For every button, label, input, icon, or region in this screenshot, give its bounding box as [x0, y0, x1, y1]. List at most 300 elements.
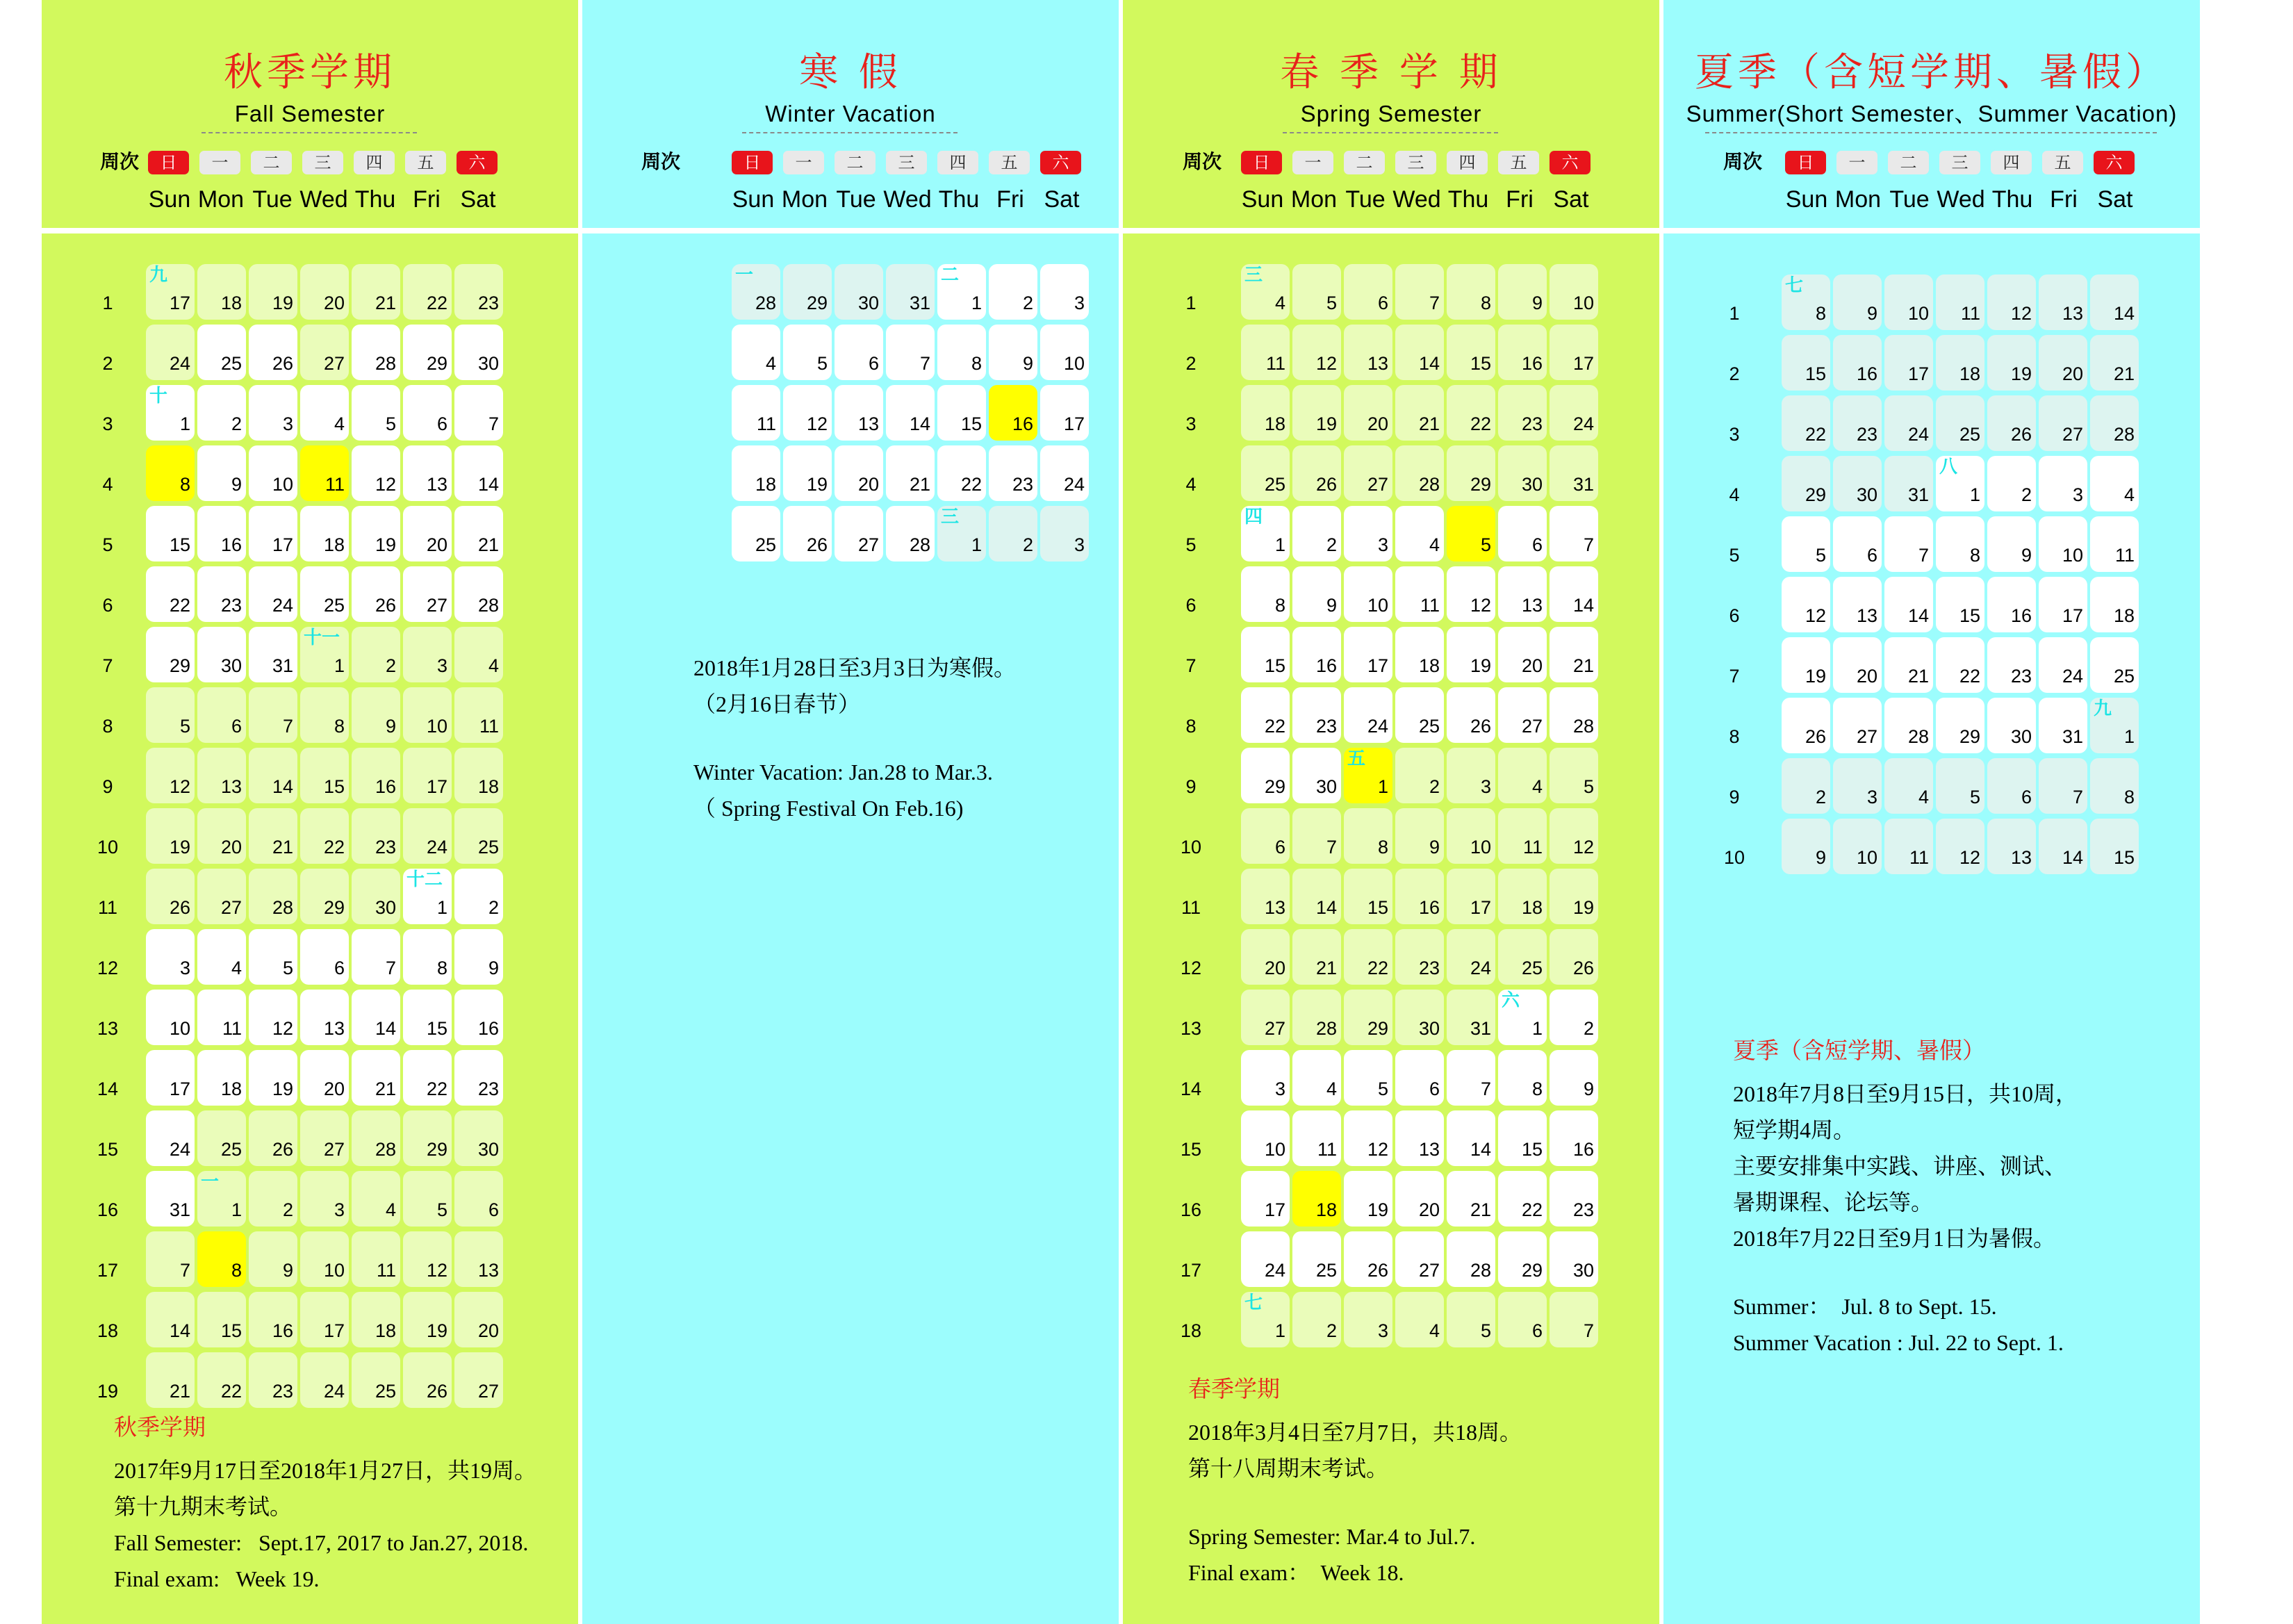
day-number: 29 [806, 293, 828, 313]
day-number: 7 [919, 353, 930, 374]
day-number: 20 [1264, 958, 1285, 978]
day-cell [1782, 637, 1830, 693]
day-number: 5 [436, 1199, 447, 1220]
day-number: 8 [2123, 787, 2135, 807]
day-cell [300, 1231, 349, 1287]
day-number: 15 [1805, 363, 1826, 384]
day-cell [1344, 687, 1392, 743]
day-cell [2090, 577, 2139, 632]
day-cell [454, 1110, 503, 1166]
day-number: 21 [1470, 1199, 1491, 1220]
day-cell [937, 445, 986, 501]
day-cell [1447, 929, 1495, 985]
day-number: 1 [231, 1199, 242, 1220]
day-number: 22 [960, 474, 982, 495]
day-number: 28 [755, 293, 776, 313]
day-number: 12 [375, 474, 396, 495]
day-cell [1498, 808, 1547, 864]
day-cell [1498, 627, 1547, 682]
day-cell [1884, 395, 1933, 451]
day-cell [403, 627, 452, 682]
week-number: 4 [1729, 484, 1740, 505]
day-cell [1344, 1110, 1392, 1166]
week-number: 4 [1185, 474, 1197, 495]
day-number: 8 [179, 474, 190, 495]
day-number: 15 [1470, 353, 1491, 374]
day-cell [1040, 264, 1089, 320]
day-cell [352, 506, 400, 561]
month-marker: 二 [941, 265, 960, 286]
day-number: 17 [1572, 353, 1594, 374]
day-cell [1344, 445, 1392, 501]
day-cell [835, 325, 883, 380]
day-cell [352, 687, 400, 743]
weekday-name: Mon [781, 186, 828, 213]
weekday-badge: 二 [251, 151, 292, 174]
day-cell [1550, 929, 1598, 985]
day-number: 5 [1377, 1078, 1388, 1099]
day-cell [1782, 456, 1830, 511]
day-cell [1987, 698, 2036, 753]
week-number: 17 [1180, 1260, 1202, 1281]
day-cell [403, 1171, 452, 1227]
summer-notes [1733, 1034, 2078, 1361]
day-cell [1292, 1292, 1341, 1347]
day-number: 28 [1315, 1018, 1337, 1039]
day-number: 25 [755, 534, 776, 555]
day-cell [1498, 748, 1547, 803]
day-cell [146, 445, 195, 501]
day-cell [1550, 1292, 1598, 1347]
day-number: 23 [1572, 1199, 1594, 1220]
week-number: 2 [1729, 363, 1740, 384]
day-cell [835, 445, 883, 501]
day-number: 27 [477, 1381, 499, 1402]
day-cell [1292, 627, 1341, 682]
day-cell [1344, 929, 1392, 985]
day-number: 4 [334, 413, 345, 434]
day-number: 2 [282, 1199, 293, 1220]
day-cell [454, 627, 503, 682]
month-marker: 三 [1244, 265, 1263, 286]
day-number: 9 [1022, 353, 1033, 374]
week-number: 16 [97, 1199, 119, 1220]
notes-title: 秋季学期 [114, 1413, 206, 1441]
day-number: 28 [909, 534, 930, 555]
day-cell [146, 1050, 195, 1106]
day-cell [1550, 264, 1598, 320]
day-number: 19 [1470, 655, 1491, 676]
day-number: 5 [1583, 776, 1594, 797]
day-number: 3 [1866, 787, 1877, 807]
day-number: 1 [971, 293, 982, 313]
day-cell [300, 748, 349, 803]
day-cell [146, 1171, 195, 1227]
weekday-name: Sat [460, 186, 496, 213]
weekday-badge: 一 [1836, 151, 1877, 174]
day-cell [2039, 637, 2087, 693]
weekday-name: Wed [1392, 186, 1441, 213]
day-cell [249, 1231, 297, 1287]
day-cell [1447, 1110, 1495, 1166]
day-cell [454, 264, 503, 320]
day-cell [1292, 506, 1341, 561]
day-cell [732, 506, 780, 561]
day-cell [1241, 1231, 1290, 1287]
day-number: 16 [220, 534, 242, 555]
day-number: 13 [477, 1260, 499, 1281]
day-cell [989, 264, 1037, 320]
day-number: 7 [1480, 1078, 1491, 1099]
day-cell [989, 506, 1037, 561]
day-number: 28 [1470, 1260, 1491, 1281]
day-number: 29 [1264, 776, 1285, 797]
day-cell [197, 869, 246, 924]
day-number: 1 [436, 897, 447, 918]
day-number: 22 [323, 837, 345, 858]
day-number: 29 [1367, 1018, 1388, 1039]
day-number: 3 [2072, 484, 2083, 505]
day-cell [1550, 1110, 1598, 1166]
day-cell [1241, 445, 1290, 501]
day-number: 23 [1856, 424, 1877, 445]
notes-lines [1733, 1076, 2078, 1361]
day-cell [1040, 506, 1089, 561]
day-number: 19 [1315, 413, 1337, 434]
day-cell [197, 808, 246, 864]
week-number: 5 [102, 534, 113, 555]
weekday-badge: 六 [457, 151, 498, 174]
day-cell [1884, 698, 1933, 753]
day-number: 21 [477, 534, 499, 555]
day-number: 6 [334, 958, 345, 978]
day-number: 17 [1470, 897, 1491, 918]
weekday-badge: 一 [783, 151, 824, 174]
panel-title-en: Fall Semester [234, 101, 386, 126]
day-number: 11 [1960, 303, 1980, 324]
day-cell [146, 990, 195, 1045]
day-number: 14 [2062, 847, 2083, 868]
day-number: 14 [1572, 595, 1594, 616]
day-cell [1936, 516, 1984, 572]
day-number: 11 [1265, 353, 1285, 374]
day-number: 26 [1470, 716, 1491, 737]
day-number: 8 [1531, 1078, 1543, 1099]
day-number: 26 [272, 1139, 293, 1160]
day-number: 7 [1326, 837, 1337, 858]
day-cell [249, 1292, 297, 1347]
week-number: 2 [102, 353, 113, 374]
day-number: 30 [375, 897, 396, 918]
day-number: 21 [1315, 958, 1337, 978]
day-number: 26 [2010, 424, 2032, 445]
day-cell [403, 1352, 452, 1408]
notes-title: 夏季（含短学期、暑假） [1733, 1037, 1985, 1064]
day-cell [352, 264, 400, 320]
day-number: 5 [1480, 1320, 1491, 1341]
day-number: 14 [477, 474, 499, 495]
day-number: 7 [1583, 1320, 1594, 1341]
day-cell [1292, 1171, 1341, 1227]
day-number: 12 [426, 1260, 447, 1281]
week-number: 2 [1185, 353, 1197, 374]
day-cell [1498, 445, 1547, 501]
day-number: 3 [1074, 293, 1085, 313]
day-number: 30 [1856, 484, 1877, 505]
month-marker: 七 [1244, 1293, 1263, 1313]
week-number: 13 [1180, 1018, 1202, 1039]
day-cell [1040, 385, 1089, 441]
day-number: 24 [2062, 666, 2083, 687]
day-number: 9 [282, 1260, 293, 1281]
day-cell [1987, 274, 2036, 330]
week-number: 8 [1729, 726, 1740, 747]
weekday-badge: 一 [1292, 151, 1333, 174]
day-number: 24 [272, 595, 293, 616]
day-cell [197, 325, 246, 380]
month-marker: 九 [149, 265, 168, 286]
day-cell [403, 929, 452, 985]
day-number: 18 [1264, 413, 1285, 434]
day-number: 21 [1572, 655, 1594, 676]
day-cell [1241, 325, 1290, 380]
day-cell [1292, 687, 1341, 743]
day-number: 27 [857, 534, 879, 555]
day-number: 27 [1418, 1260, 1440, 1281]
day-cell [1498, 385, 1547, 441]
notes-lines [1188, 1414, 1522, 1591]
day-number: 14 [169, 1320, 190, 1341]
day-cell [1833, 698, 1882, 753]
day-number: 18 [1418, 655, 1440, 676]
weekday-badge: 六 [1550, 151, 1591, 174]
day-cell [1550, 627, 1598, 682]
day-number: 10 [1470, 837, 1491, 858]
day-cell [1040, 325, 1089, 380]
day-number: 11 [324, 474, 345, 495]
day-number: 28 [1907, 726, 1929, 747]
week-grid [42, 0, 578, 1624]
day-cell [352, 1110, 400, 1166]
day-number: 3 [179, 958, 190, 978]
weekday-badge: 五 [2042, 151, 2083, 174]
day-cell [197, 1231, 246, 1287]
day-number: 30 [477, 353, 499, 374]
day-cell [1395, 566, 1444, 622]
day-cell [352, 748, 400, 803]
day-number: 2 [385, 655, 396, 676]
day-number: 17 [272, 534, 293, 555]
day-cell [454, 808, 503, 864]
day-cell [1782, 698, 1830, 753]
day-number: 4 [385, 1199, 396, 1220]
day-number: 15 [960, 413, 982, 434]
day-cell [2039, 395, 2087, 451]
day-cell [1447, 748, 1495, 803]
weekday-badge: 一 [199, 151, 240, 174]
day-number: 25 [1959, 424, 1980, 445]
day-number: 20 [323, 293, 345, 313]
day-cell [886, 264, 935, 320]
weekday-badge: 三 [886, 151, 927, 174]
week-number: 1 [1185, 293, 1197, 313]
day-number: 9 [1326, 595, 1337, 616]
day-number: 14 [1418, 353, 1440, 374]
day-cell [989, 385, 1037, 441]
day-cell [1498, 325, 1547, 380]
weekday-badge: 日 [1785, 151, 1826, 174]
day-cell [2090, 395, 2139, 451]
weekday-name: Wed [883, 186, 932, 213]
week-number: 1 [102, 293, 113, 313]
day-number: 6 [1866, 545, 1877, 566]
day-cell [403, 1110, 452, 1166]
day-cell [146, 929, 195, 985]
day-cell [1447, 506, 1495, 561]
day-cell [300, 1171, 349, 1227]
day-cell [1447, 1050, 1495, 1106]
day-cell [2090, 456, 2139, 511]
day-cell [146, 506, 195, 561]
day-number: 8 [1480, 293, 1491, 313]
day-number: 21 [1907, 666, 1929, 687]
week-number: 10 [97, 837, 119, 858]
day-number: 2 [1429, 776, 1440, 797]
day-cell [1447, 990, 1495, 1045]
day-cell [783, 385, 832, 441]
day-cell [249, 929, 297, 985]
day-cell [1550, 687, 1598, 743]
day-number: 4 [1326, 1078, 1337, 1099]
day-number: 12 [272, 1018, 293, 1039]
day-number: 30 [1521, 474, 1543, 495]
day-number: 3 [1274, 1078, 1285, 1099]
day-number: 5 [385, 413, 396, 434]
day-cell [1241, 627, 1290, 682]
day-number: 26 [1805, 726, 1826, 747]
day-cell [1550, 325, 1598, 380]
week-number: 6 [1185, 595, 1197, 616]
month-marker: 一 [201, 1172, 220, 1192]
weekday-badge: 六 [1040, 151, 1081, 174]
day-cell [2090, 819, 2139, 874]
day-number: 8 [1815, 303, 1826, 324]
day-number: 19 [272, 1078, 293, 1099]
week-number: 10 [1723, 847, 1745, 868]
weekday-badge: 日 [1241, 151, 1282, 174]
day-cell [1292, 1231, 1341, 1287]
day-cell [1884, 577, 1933, 632]
day-number: 31 [1470, 1018, 1491, 1039]
day-number: 19 [1805, 666, 1826, 687]
day-cell [352, 445, 400, 501]
day-cell [300, 1292, 349, 1347]
day-cell [1395, 1292, 1444, 1347]
day-cell [1241, 808, 1290, 864]
day-number: 29 [323, 897, 345, 918]
weekday-name: Tue [1889, 186, 1930, 213]
day-number: 29 [1805, 484, 1826, 505]
day-cell [1987, 577, 2036, 632]
day-cell [300, 566, 349, 622]
weekday-name: Thu [1447, 186, 1489, 213]
day-cell [300, 687, 349, 743]
day-number: 13 [426, 474, 447, 495]
day-number: 23 [477, 1078, 499, 1099]
day-cell [1550, 869, 1598, 924]
day-cell [454, 1292, 503, 1347]
week-number: 5 [1729, 545, 1740, 566]
day-number: 18 [1315, 1199, 1337, 1220]
day-number: 13 [1264, 897, 1285, 918]
day-cell [1292, 869, 1341, 924]
day-cell [454, 1231, 503, 1287]
day-number: 29 [169, 655, 190, 676]
day-cell [249, 385, 297, 441]
day-number: 6 [868, 353, 879, 374]
day-cell [1395, 1050, 1444, 1106]
day-number: 1 [334, 655, 345, 676]
weekday-badge: 六 [2094, 151, 2135, 174]
day-number: 2 [1326, 1320, 1337, 1341]
day-cell [146, 748, 195, 803]
weekday-badge: 三 [302, 151, 343, 174]
day-number: 24 [1572, 413, 1594, 434]
day-cell [300, 445, 349, 501]
day-cell [352, 1171, 400, 1227]
day-cell [403, 748, 452, 803]
day-cell [1447, 325, 1495, 380]
day-number: 18 [477, 776, 499, 797]
day-cell [1987, 395, 2036, 451]
day-cell [249, 808, 297, 864]
day-cell [1241, 748, 1290, 803]
day-number: 13 [1418, 1139, 1440, 1160]
day-cell [1344, 566, 1392, 622]
day-cell [454, 869, 503, 924]
day-cell [732, 385, 780, 441]
day-number: 14 [2113, 303, 2135, 324]
weekday-name: Thu [938, 186, 980, 213]
weekday-name: Sun [732, 186, 775, 213]
day-number: 18 [755, 474, 776, 495]
day-cell [1447, 566, 1495, 622]
week-number: 1 [1729, 303, 1740, 324]
day-cell [1833, 516, 1882, 572]
day-cell [454, 687, 503, 743]
weekday-badge: 日 [148, 151, 189, 174]
day-number: 3 [334, 1199, 345, 1220]
day-cell [197, 748, 246, 803]
notes-lines [114, 1452, 536, 1597]
week-number: 18 [97, 1320, 119, 1341]
day-cell [1395, 445, 1444, 501]
day-cell [1782, 335, 1830, 391]
day-cell [1498, 1110, 1547, 1166]
weekday-name: Sun [148, 186, 191, 213]
day-cell [403, 1050, 452, 1106]
day-number: 23 [220, 595, 242, 616]
day-number: 22 [1367, 958, 1388, 978]
day-cell [1498, 1231, 1547, 1287]
day-number: 11 [376, 1260, 396, 1281]
day-number: 29 [426, 1139, 447, 1160]
day-cell [1447, 385, 1495, 441]
day-number: 20 [220, 837, 242, 858]
day-number: 13 [2010, 847, 2032, 868]
day-cell [1395, 325, 1444, 380]
weekday-name: Thu [354, 186, 396, 213]
